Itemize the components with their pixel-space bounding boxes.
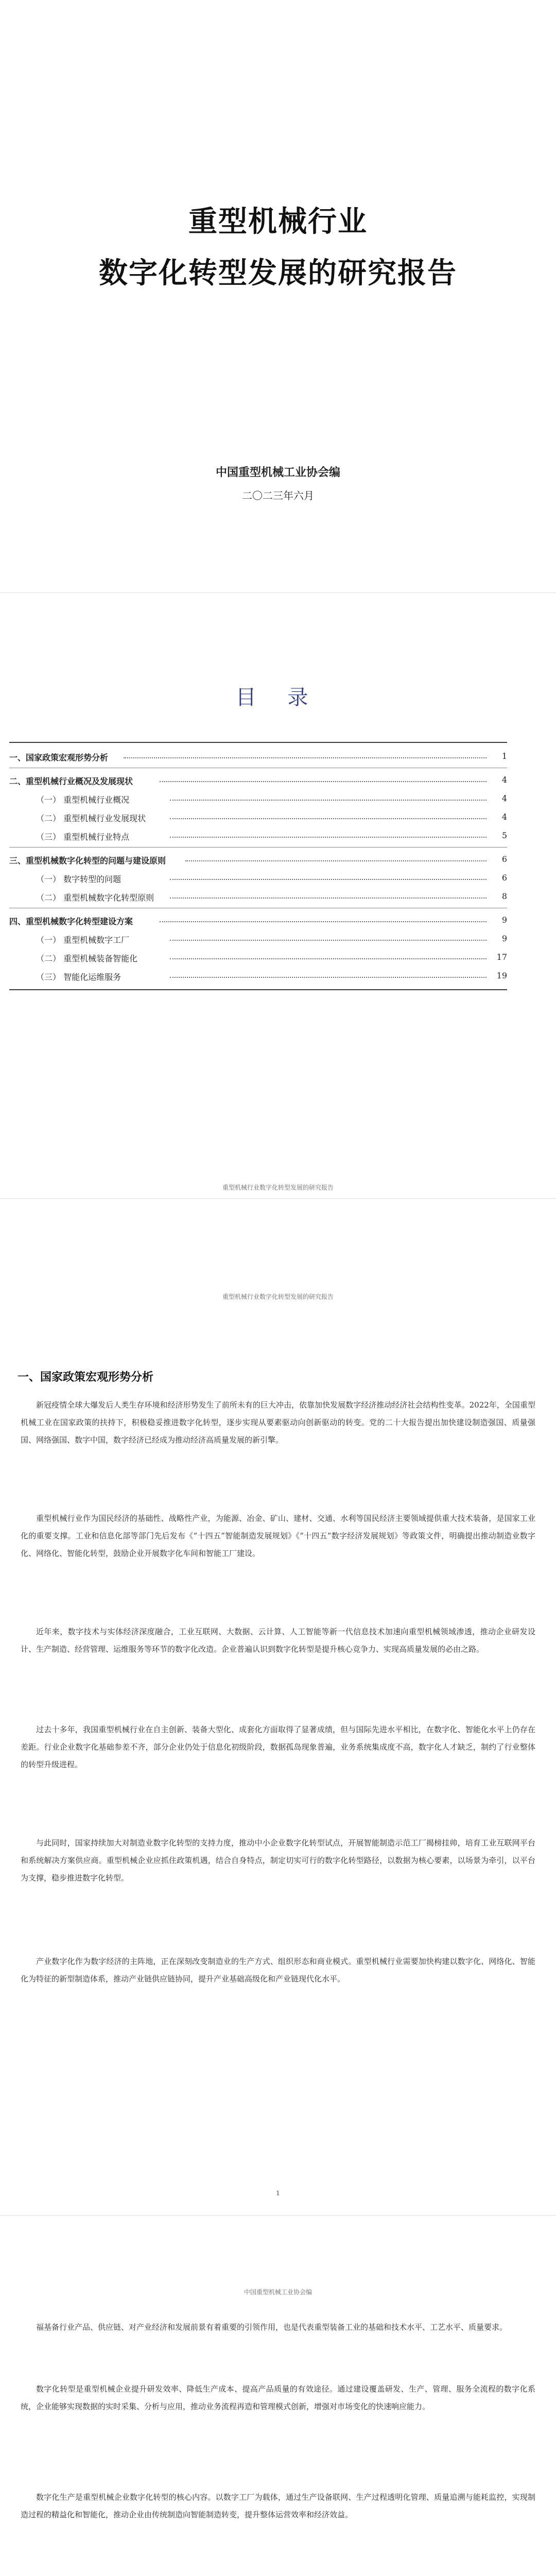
body-paragraph: 新冠疫情全球大爆发后人类生存环境和经济形势发生了前所未有的巨大冲击，依靠加快发展数字经济推动经济社会结构性变革。2022年，全国重型机械工业在国家政策的扶持下，积极稳妥推进数字化转型，逐步实现从要素驱动向创新驱动的转变。党的二十大报告提出加快建设制造强国、质量强国、网络强国、数字中国，数字经济已经成为推动经济高质量发展的新引擎。 [21,1400,535,1445]
body-paragraph: 福基备行业产品、供应链、对产业经济和发展前景有着重要的引领作用，也是代表重型装备工业的基础和技术水平、工艺水平、质量要求。 [36,2323,508,2332]
toc-leader [160,781,486,782]
cover-title-line-2: 数字化转型发展的研究报告 [99,256,457,290]
body-paragraph: 与此同时，国家持续加大对制造业数字化转型的支持力度，推动中小企业数字化转型试点，开展智能制造示范工厂揭榜挂帅，培育工业互联网平台和系统解决方案供应商。重型机械企业应抓住政策机遇，结合自身特点，制定切实可行的数字化转型路径，以数据为核心要素，以场景为牵引，以平台为支撑，稳步推进数字化转型。 [21,1838,535,1883]
toc-entry-label: （一） 重型机械行业概况 [36,795,130,805]
section-heading: 一、国家政策宏观形势分析 [18,1370,154,1384]
running-head: 重型机械行业数字化转型发展的研究报告 [222,1293,334,1300]
running-head: 中国重型机械工业协会编 [244,2289,312,2296]
toc-entry-label: （二） 重型机械装备智能化 [36,954,138,963]
toc-entry-label: （一） 重型机械数字工厂 [36,935,130,945]
toc-entry-label: （二） 重型机械数字化转型原则 [36,893,154,903]
toc-leader [170,800,486,801]
toc-entry-page: 17 [496,952,507,962]
toc-leader [160,921,486,922]
toc-leader [170,958,486,959]
cover-title-line-1: 重型机械行业 [188,205,368,239]
toc-leader [170,837,486,838]
toc-entry-label: （二） 重型机械行业发展现状 [36,814,146,823]
toc-entry-label: 一、国家政策宏观形势分析 [9,753,109,762]
toc-entry-page: 6 [501,854,507,864]
body-paragraph: 重型机械行业作为国民经济的基础性、战略性产业，为能源、冶金、矿山、建材、交通、水利等国民经济主要领域提供重大技术装备，是国家工业化的重要支撑。工业和信息化部等部门先后发布《“十四五”智能制造发展规划》《“十四五”数字经济发展规划》等政策文件，明确提出推动制造业数字化、网络化、智能化转型，鼓励企业开展数字化车间和智能工厂建设。 [21,1514,535,1558]
body-paragraph: 数字化转型是重型机械企业提升研发效率、降低生产成本、提高产品质量的有效途径。通过建设覆盖研发、生产、管理、服务全流程的数字化系统，企业能够实现数据的实时采集、分析与应用，推动业务流程再造和管理模式创新，增强对市场变化的快速响应能力。 [21,2384,535,2411]
cover-date: 二〇二三年六月 [242,489,314,502]
toc-entry-page: 4 [501,775,507,785]
toc-leader [170,879,486,880]
cover-publisher: 中国重型机械工业协会编 [215,466,340,479]
page-divider [0,2215,556,2216]
body-paragraph: 产业数字化作为数字经济的主阵地，正在深刻改变制造业的生产方式、组织形态和商业模式。重型机械行业需要加快构建以数字化、网络化、智能化为特征的新型制造体系，推动产业链供应链协同，提升产业基础高级化和产业链现代化水平。 [21,1957,535,1984]
toc-entry-page: 4 [501,793,507,803]
toc-entry-page: 4 [501,812,507,822]
toc-entry-label: （三） 重型机械行业特点 [36,832,130,842]
body-paragraph: 数字化生产是重型机械企业数字化转型的核心内容。以数字工厂为载体，通过生产设备联网、生产过程透明化管理、质量追溯与能耗监控，实现制造过程的精益化和智能化，推动企业由传统制造向智能制造转变，提升整体运营效率和经济效益。 [21,2493,535,2519]
toc-leader [170,897,486,899]
cover-title [0,196,556,299]
toc-entry-page: 6 [501,873,507,883]
toc-entry-page: 9 [501,915,507,925]
toc-entry-label: 四、重型机械数字化转型建设方案 [9,917,133,926]
toc-entry-page: 5 [501,831,507,840]
toc-entry-page: 8 [501,891,507,901]
toc-leader [185,860,486,861]
toc-entry-label: 三、重型机械数字化转型的问题与建设原则 [9,856,166,866]
toc-entry-label: （一） 数字转型的问题 [36,874,121,884]
body-paragraph: 过去十多年，我国重型机械行业在自主创新、装备大型化、成套化方面取得了显著成绩，但与国际先进水平相比，在数字化、智能化水平上仍存在差距。行业企业数字化基础参差不齐，部分企业仍处于信息化初级阶段，数据孤岛现象普遍，业务系统集成度不高，数字化人才缺乏，制约了行业整体的转型升级进程。 [21,1725,535,1769]
toc-leader [124,757,486,758]
toc-leader [170,977,486,978]
toc-rule [9,742,507,743]
running-head: 重型机械行业数字化转型发展的研究报告 [222,1184,334,1191]
toc-entry-label: （三） 智能化运维服务 [36,972,121,982]
toc-entry-page: 19 [496,971,507,980]
toc-leader [170,940,486,941]
toc-entry-label: 二、重型机械行业概况及发展现状 [9,776,133,786]
toc-rule [9,847,507,848]
page-divider [0,1198,556,1199]
page-divider [0,592,556,593]
toc-entry-page: 1 [501,751,507,761]
page-number: 1 [276,2190,280,2197]
toc-leader [170,818,486,819]
toc-rule [9,989,507,990]
toc-title: 目 录 [235,686,321,709]
toc-entry-page: 9 [501,934,507,943]
body-paragraph: 近年来，数字技术与实体经济深度融合，工业互联网、大数据、云计算、人工智能等新一代信息技术加速向重型机械领域渗透，推动企业研发设计、生产制造、经营管理、运维服务等环节的数字化改造。企业普遍认识到数字化转型是提升核心竞争力、实现高质量发展的必由之路。 [21,1627,535,1654]
